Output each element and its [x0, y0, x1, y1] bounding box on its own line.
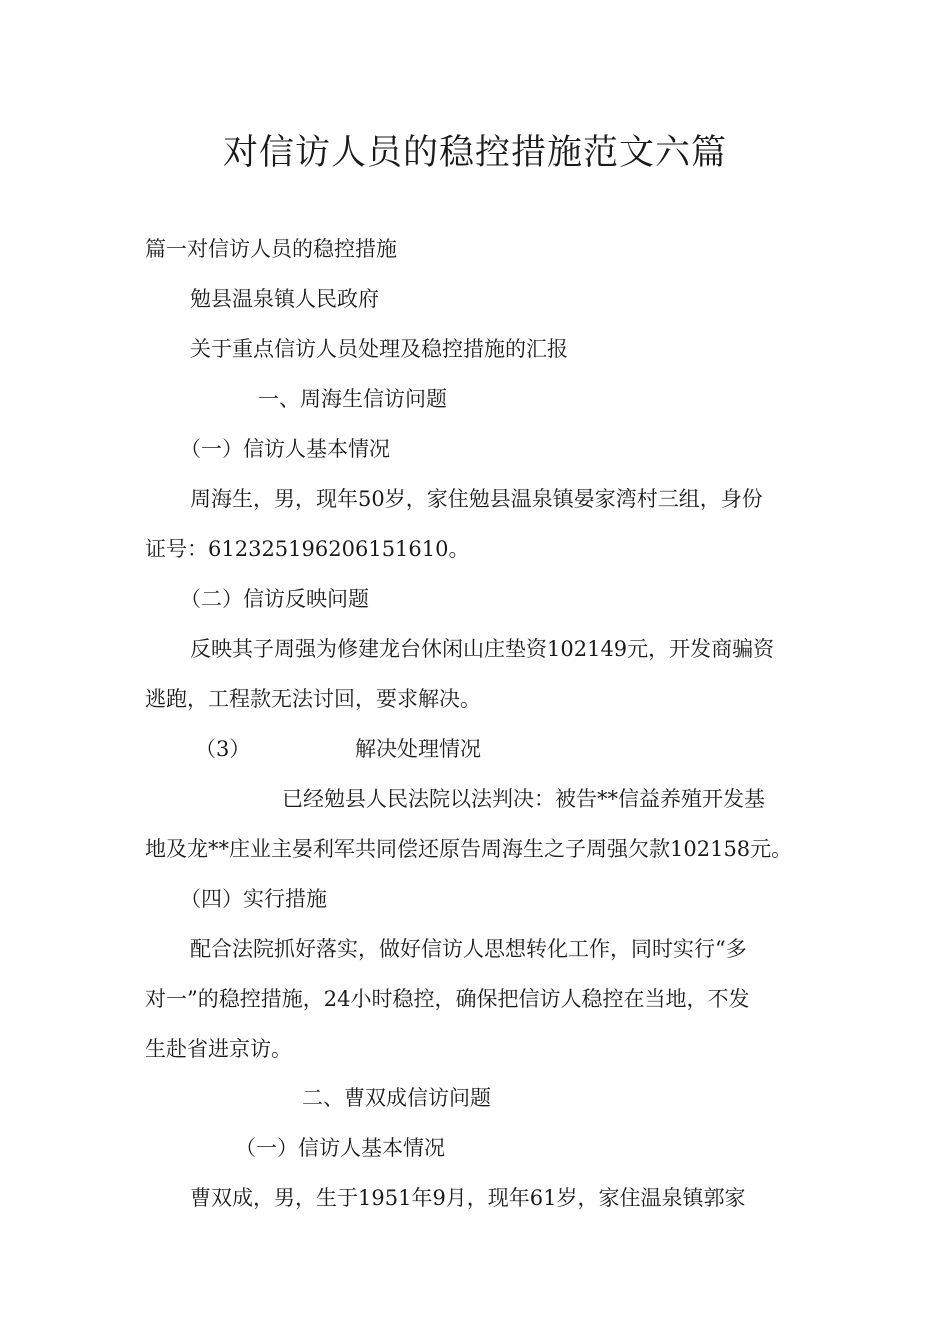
- case1-paragraph-basic-info-line1: 周海生，男，现年50岁，家住勉县温泉镇晏家湾村三组，身份: [190, 487, 763, 511]
- section-heading: 篇一对信访人员的稳控措施: [145, 237, 397, 261]
- case1-paragraph-resolution-line1: 已经勉县人民法院以法判决：被告**信益养殖开发基: [282, 787, 765, 811]
- case1-subheading-measures: （四）实行措施: [180, 887, 327, 911]
- issuing-organization: 勉县温泉镇人民政府: [190, 287, 379, 311]
- document-title: 对信访人员的稳控措施范文六篇: [222, 133, 727, 173]
- case2-subheading-basic-info: （一）信访人基本情况: [235, 1136, 445, 1160]
- case1-subheading-resolution-number: （3）: [195, 737, 251, 761]
- case1-paragraph-measures-line2: 对一”的稳控措施，24小时稳控，确保把信访人稳控在当地，不发: [145, 987, 750, 1011]
- case1-paragraph-issue-line1: 反映其子周强为修建龙台休闲山庄垫资102149元，开发商骗资: [190, 637, 775, 661]
- case1-subheading-resolution: [195, 734, 481, 764]
- case1-subheading-resolution-text: 解决处理情况: [355, 737, 481, 761]
- case1-paragraph-basic-info-line2: 证号：612325196206151610。: [145, 537, 470, 561]
- case1-subheading-basic-info: （一）信访人基本情况: [180, 437, 390, 461]
- case1-paragraph-resolution-line2: 地及龙**庄业主晏利军共同偿还原告周海生之子周强欠款102158元。: [145, 837, 793, 861]
- case1-paragraph-measures-line3: 生赴省进京访。: [145, 1037, 292, 1061]
- case1-paragraph-measures-line1: 配合法院抓好落实，做好信访人思想转化工作，同时实行“多: [190, 937, 747, 961]
- case1-heading: 一、周海生信访问题: [258, 387, 447, 411]
- case2-paragraph-basic-info-line1: 曹双成，男，生于1951年9月，现年61岁，家住温泉镇郭家: [190, 1186, 746, 1210]
- report-title: 关于重点信访人员处理及稳控措施的汇报: [190, 337, 568, 361]
- case1-subheading-issue: （二）信访反映问题: [180, 587, 369, 611]
- case1-paragraph-issue-line2: 逃跑，工程款无法讨回，要求解决。: [145, 687, 481, 711]
- case2-heading: 二、曹双成信访问题: [302, 1086, 491, 1110]
